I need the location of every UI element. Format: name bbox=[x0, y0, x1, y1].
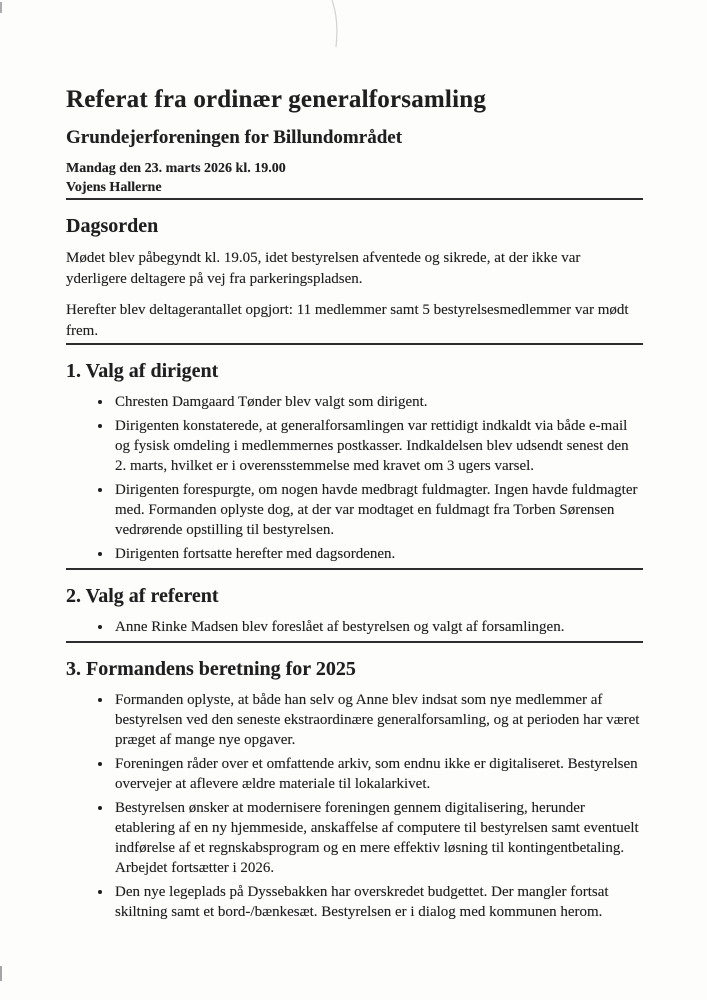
bullet-item: • Dirigenten fortsatte herefter med dagsordenen. bbox=[113, 544, 643, 564]
section-divider bbox=[66, 343, 643, 345]
section-heading: Dagsorden bbox=[66, 214, 159, 237]
scan-edge-mark-bottom bbox=[0, 966, 2, 981]
bullet-item: • Anne Rinke Madsen blev foreslået af bestyrelsen og valgt af forsamlingen. bbox=[113, 617, 643, 637]
section-divider bbox=[66, 568, 643, 570]
bullet-item: • Dirigenten konstaterede, at generalforsamlingen var rettidigt indkaldt via både e-mail og fysisk omdeling i medlemmernes postkasser. Indkaldelsen blev udsendt senest den 2. marts, hvilket er i overensstemmelse med kravet om 3 ugers varsel. bbox=[113, 416, 643, 476]
bullet-item: • Chresten Damgaard Tønder blev valgt som dirigent. bbox=[113, 392, 643, 412]
section-formandens-beretning bbox=[66, 656, 643, 922]
scan-hair-artifact bbox=[330, 0, 344, 48]
bullet-item: • Bestyrelsen ønsker at modernisere foreningen gennem digitalisering, herunder etablering af en ny hjemmeside, anskaffelse af computere til bestyrelsen samt eventuelt indførelse af et regnskabsprogram og en mere effektiv løsning til kontingentbetaling. Arbejdet fortsætter i 2026. bbox=[113, 798, 643, 878]
bullet-item: • Den nye legeplads på Dyssebakken har overskredet budgettet. Der mangler fortsat skiltning samt et bord-/bænkesæt. Bestyrelsen er i dialog med kommunen herom. bbox=[113, 882, 643, 922]
meeting-meta bbox=[66, 159, 643, 198]
section-valg-af-referent bbox=[66, 583, 643, 637]
scan-edge-mark-top bbox=[0, 2, 2, 13]
bullet-list bbox=[66, 690, 643, 922]
paragraph: Mødet blev påbegyndt kl. 19.05, idet bestyrelsen afventede og sikrede, at der ikke var yderligere deltagere på vej fra parkeringspladsen. bbox=[66, 249, 581, 288]
section-divider bbox=[66, 641, 643, 643]
bullet-item: • Dirigenten forespurgte, om nogen havde medbragt fuldmagter. Ingen havde fuldmagter med. Formanden oplyste dog, at der var modtaget en fuldmagt fra Torben Sørensen vedrørende opstilling til bestyrelsen. bbox=[113, 480, 643, 540]
document-subtitle: Grundejerforeningen for Billundområdet bbox=[66, 126, 403, 148]
section-divider bbox=[66, 198, 643, 200]
meeting-datetime: Mandag den 23. marts 2026 kl. 19.00 bbox=[66, 160, 286, 176]
section-dagsorden bbox=[66, 213, 643, 343]
section-heading: 3. Formandens beretning for 2025 bbox=[66, 657, 356, 680]
bullet-item: • Formanden oplyste, at både han selv og Anne blev indsat som nye medlemmer af bestyrelsen ved den seneste ekstraordinære generalforsamling, og at perioden har været præget af mange nye opgaver. bbox=[113, 690, 643, 750]
document-title: Referat fra ordinær generalforsamling bbox=[66, 86, 487, 113]
bullet-list bbox=[66, 617, 643, 637]
section-heading: 2. Valg af referent bbox=[66, 584, 219, 607]
section-valg-af-dirigent bbox=[66, 358, 643, 564]
paragraph: Herefter blev deltagerantallet opgjort: 11 medlemmer samt 5 bestyrelsesmedlemmer var mødt frem. bbox=[66, 301, 629, 340]
section-heading: 1. Valg af dirigent bbox=[66, 359, 219, 382]
bullet-list bbox=[66, 392, 643, 564]
meeting-location: Vojens Hallerne bbox=[66, 180, 162, 196]
bullet-item: • Foreningen råder over et omfattende arkiv, som endnu ikke er digitaliseret. Bestyrelsen overvejer at aflevere ældre materiale til lokalarkivet. bbox=[113, 754, 643, 794]
